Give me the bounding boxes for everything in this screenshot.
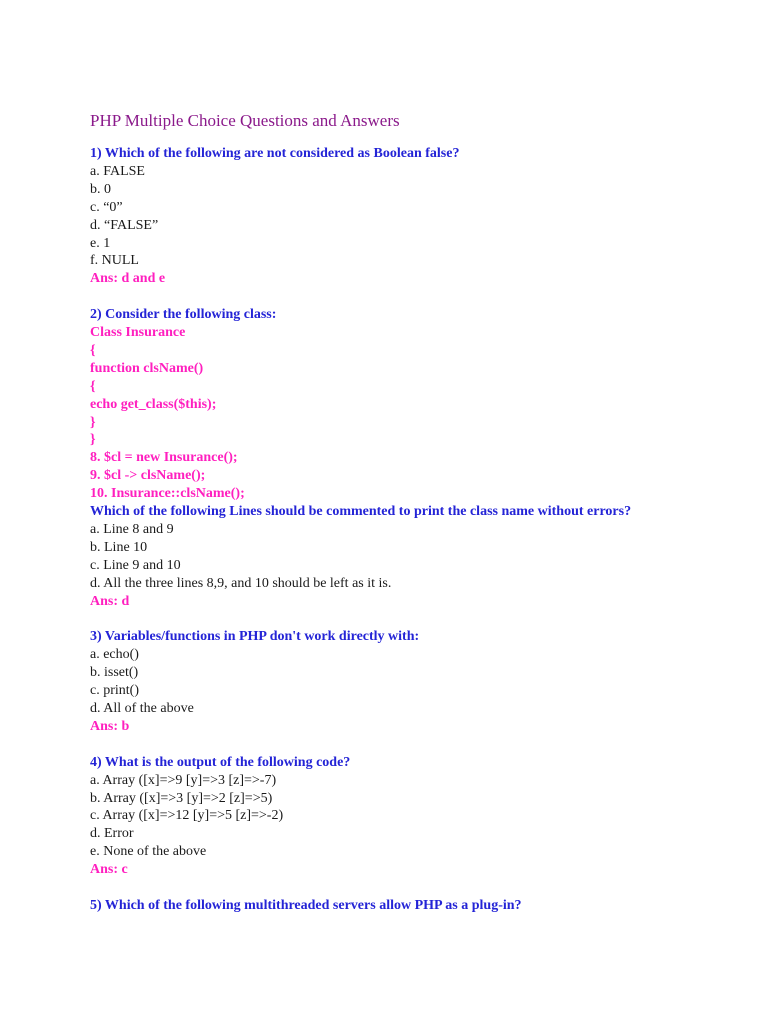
question-2-subtext: Which of the following Lines should be commented to print the class name without errors? [90, 504, 632, 520]
question-4-answer: Ans: c [90, 862, 128, 878]
question-5-text: 5) Which of the following multithreaded servers allow PHP as a plug-in? [90, 898, 522, 913]
question-1-option-e: e. 1 [90, 235, 111, 251]
question-3-option-d: d. All of the above [90, 701, 194, 717]
question-2 [90, 306, 750, 610]
question-4-option-c: c. Array ([x]=>12 [y]=>5 [z]=>-2) [90, 808, 284, 824]
spacer [90, 736, 750, 754]
question-3-option-b: b. isset() [90, 665, 139, 681]
question-1-option-d: d. “FALSE” [90, 217, 159, 233]
spacer [90, 879, 750, 897]
question-4-option-e: e. None of the above [90, 844, 207, 860]
question-2-answer: Ans: d [90, 593, 130, 609]
question-1-answer: Ans: d and e [90, 271, 166, 287]
question-3-text: 3) Variables/functions in PHP don't work directly with: [90, 629, 420, 645]
document-content [90, 110, 750, 915]
question-1 [90, 145, 750, 288]
spacer [90, 288, 750, 306]
question-1-option-a: a. FALSE [90, 163, 145, 179]
code-line-9: 9. $cl -> clsName(); [90, 468, 206, 484]
question-4 [90, 754, 750, 879]
code-line-6: } [90, 414, 96, 430]
code-line-8: 8. $cl = new Insurance(); [90, 450, 238, 466]
question-2-option-c: c. Line 9 and 10 [90, 557, 181, 573]
question-1-option-c: c. “0” [90, 199, 123, 215]
code-line-2: { [90, 342, 96, 358]
question-2-option-d: d. All the three lines 8,9, and 10 should be left as it is. [90, 575, 392, 591]
question-3-option-c: c. print() [90, 683, 139, 699]
question-4-option-a: a. Array ([x]=>9 [y]=>3 [z]=>-7) [90, 772, 277, 788]
question-3 [90, 628, 750, 735]
code-line-10: 10. Insurance::clsName(); [90, 486, 245, 502]
question-5 [90, 897, 750, 915]
code-line-5: echo get_class($this); [90, 396, 217, 412]
question-2-option-a: a. Line 8 and 9 [90, 522, 174, 538]
document-title: PHP Multiple Choice Questions and Answers [90, 111, 400, 130]
question-3-option-a: a. echo() [90, 647, 139, 663]
code-line-7: } [90, 432, 96, 448]
question-1-option-f: f. NULL [90, 253, 139, 269]
spacer [90, 611, 750, 629]
code-line-4: { [90, 378, 96, 394]
question-4-option-d: d. Error [90, 826, 134, 842]
question-2-option-b: b. Line 10 [90, 539, 148, 555]
question-3-answer: Ans: b [90, 718, 130, 734]
question-1-text: 1) Which of the following are not considered as Boolean false? [90, 146, 460, 161]
question-4-text: 4) What is the output of the following code? [90, 754, 351, 770]
code-line-3: function clsName() [90, 360, 204, 376]
code-line-1: Class Insurance [90, 325, 186, 341]
question-2-text: 2) Consider the following class: [90, 307, 277, 323]
question-1-option-b: b. 0 [90, 181, 111, 197]
question-4-option-b: b. Array ([x]=>3 [y]=>2 [z]=>5) [90, 790, 273, 806]
